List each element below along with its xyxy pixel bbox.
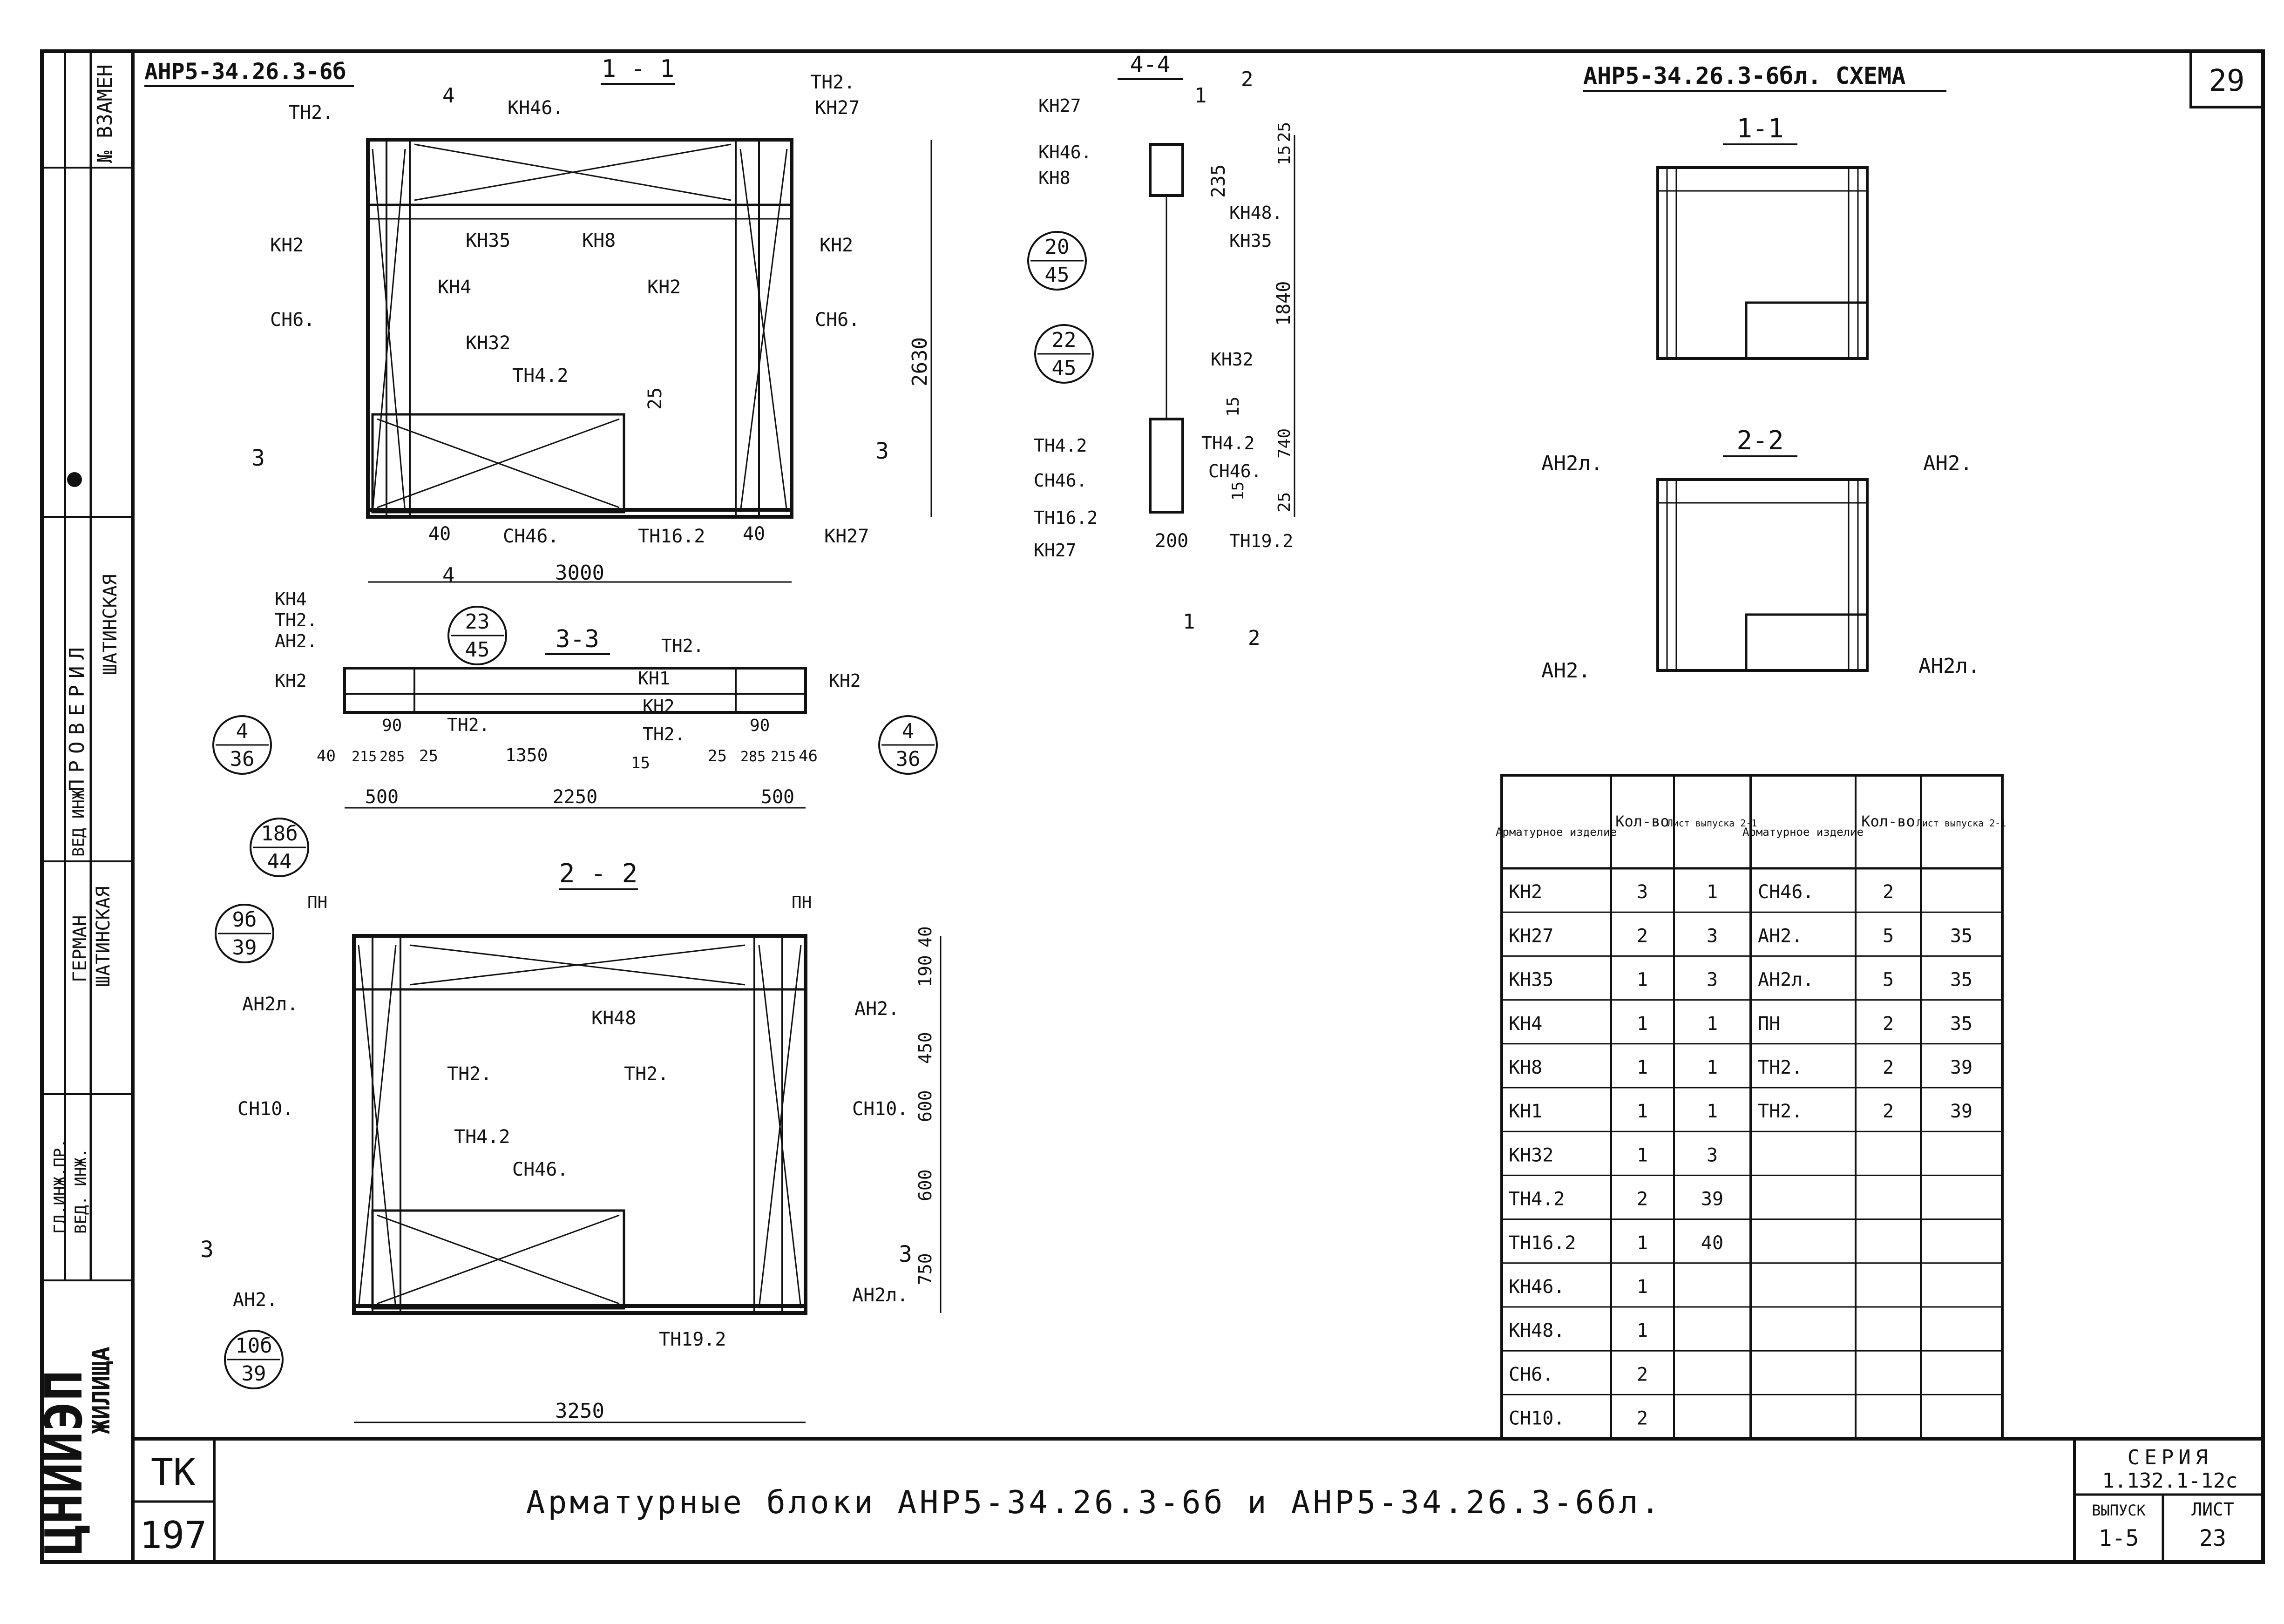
table-cell: 1 [1706, 881, 1718, 903]
table-cell: 39 [1701, 1188, 1724, 1210]
sec44-label: КН46. [1038, 142, 1092, 162]
sidebar-german: ГЕРМАН [69, 915, 91, 982]
table-cell: 2 [1882, 881, 1894, 903]
sec22-label: ТН19.2 [659, 1329, 726, 1350]
table-cell: 2 [1636, 925, 1648, 947]
sec11-label: КН27 [815, 97, 860, 119]
table-cell: КН46. [1509, 1276, 1565, 1298]
table-cell: 35 [1950, 969, 1973, 991]
callout-bot: 36 [230, 747, 255, 771]
sec22-label: АН2. [233, 1289, 278, 1311]
sec44-label: КН32 [1211, 349, 1254, 370]
sec44-label: ТН4.2 [1201, 433, 1255, 453]
sec33-label: КН2 [643, 696, 675, 717]
sec11-label: КН2 [820, 235, 854, 256]
sidebar-shatinskaya2: ШАТИНСКАЯ [93, 886, 114, 987]
sec33-label: КН2 [275, 670, 307, 691]
callout-top: 20 [1044, 235, 1070, 259]
callout-bot: 39 [241, 1362, 266, 1386]
right-block-label: АНР5-34.26.3-6бл. СХЕМА [1583, 62, 1906, 89]
table-cell: КН1 [1509, 1101, 1543, 1123]
table-cell: СН10. [1509, 1407, 1565, 1429]
table-cell: 35 [1950, 925, 1973, 947]
sec44-label: СН46. [1208, 461, 1262, 481]
sec22-label: КН48 [591, 1008, 637, 1029]
table-cell: 39 [1950, 1057, 1973, 1078]
table-cell: ТН2. [1758, 1101, 1803, 1123]
callout-top: 23 [465, 610, 490, 634]
table-cell: 1 [1636, 1013, 1648, 1035]
table-cell: 2 [1882, 1101, 1894, 1123]
table-cell: СН46. [1758, 881, 1814, 903]
page-number: 29 [2209, 64, 2245, 98]
table-cell: 1 [1636, 1276, 1648, 1298]
sec22-label: СН10. [852, 1098, 908, 1120]
sec22-label: ТН2. [447, 1063, 492, 1085]
sidebar-ved-inzh2: ВЕД. ИНЖ. [72, 1148, 90, 1234]
table-cell: 1 [1706, 1057, 1718, 1078]
sec22-cut: 3 [899, 1241, 912, 1267]
sec11-label: КН46. [508, 97, 564, 119]
table-cell: 1 [1706, 1013, 1718, 1035]
sec44-dim: 1840 [1273, 281, 1294, 326]
callout-bot: 45 [1044, 263, 1070, 287]
stamp-tk: ТК [150, 1451, 196, 1494]
table-cell: 1 [1636, 1101, 1648, 1123]
sec44-label: КН27 [1034, 540, 1077, 561]
table-header: Арматурное изделие [1742, 826, 1864, 839]
sec33-dim: 1350 [505, 745, 548, 765]
sec22-label: ПН [307, 893, 328, 912]
sidebar-no-vzamen: № ВЗАМЕН [93, 64, 117, 163]
scheme-label: АН2л. [1541, 452, 1603, 475]
sec33-dim: 215 [352, 749, 377, 765]
table-header: Кол-во [1615, 812, 1669, 830]
sec33-dim: 285 [740, 749, 766, 765]
sec11-label: КН27 [824, 526, 869, 547]
sec33-dim: 500 [365, 786, 399, 808]
sec33-dim: 2250 [552, 786, 598, 808]
issue-label: ВЫПУСК [2092, 1502, 2146, 1519]
table-cell: 1 [1636, 969, 1648, 991]
sec11-label: ТН2. [810, 72, 855, 93]
sidebar-org: ЦНИИЭП [34, 1370, 94, 1555]
sec44-dim: 15 [1224, 396, 1243, 417]
left-block-label: АНР5-34.26.3-6б [144, 59, 346, 85]
table-cell: ТН4.2 [1509, 1188, 1565, 1210]
sec44-dim: 200 [1155, 530, 1189, 552]
sec22-dim: 750 [915, 1253, 935, 1285]
callout-bot: 44 [267, 850, 292, 873]
table-cell: КН27 [1509, 925, 1554, 947]
sec22-dim-total: 3250 [555, 1399, 604, 1423]
table-cell: АН2. [1758, 925, 1803, 947]
table-header: Арматурное изделие [1495, 826, 1617, 839]
sec11-label: ТН4.2 [512, 365, 569, 386]
sec44-label: КН35 [1229, 230, 1272, 251]
sec22-label: ТН4.2 [454, 1126, 510, 1148]
table-header: Лист выпуска 2-1 [1916, 818, 2006, 829]
list-value: 23 [2199, 1525, 2226, 1551]
sheet-title: Арматурные блоки АНР5-34.26.3-6б и АНР5-34.26.3-6бл. [526, 1484, 1663, 1521]
sec44-label: ТН4.2 [1034, 435, 1087, 456]
table-cell: 39 [1950, 1101, 1973, 1123]
sec44-cut1: 1 [1183, 610, 1195, 634]
sec11-title: 1 - 1 [601, 55, 675, 83]
issue-value: 1-5 [2098, 1525, 2139, 1551]
callout-bot: 45 [1051, 356, 1077, 380]
sec33-label: КН1 [638, 668, 670, 689]
sec44-label: КН48. [1229, 203, 1283, 223]
sec33-dim: 90 [750, 716, 770, 735]
table-cell: 1 [1636, 1232, 1648, 1254]
series-value: 1.132.1-12с [2102, 1469, 2238, 1493]
sec11-cut: 3 [251, 445, 265, 471]
sec44-dim: 235 [1208, 164, 1229, 198]
callout-bot: 39 [232, 936, 257, 960]
stamp-number: 197 [139, 1514, 207, 1557]
table-cell: КН48. [1509, 1320, 1565, 1342]
sec11-label: ТН2. [289, 102, 334, 123]
sec44-dim: 15 [1275, 145, 1294, 165]
table-cell: АН2л. [1758, 969, 1814, 991]
sec33-label: ТН2. [643, 724, 685, 744]
sec22-dim: 600 [915, 1169, 935, 1201]
table-cell: КН32 [1509, 1144, 1554, 1166]
table-cell: КН2 [1509, 881, 1543, 903]
sec11-dim: 25 [644, 387, 666, 410]
table-header: Кол-во [1861, 812, 1915, 830]
table-cell: КН8 [1509, 1057, 1543, 1078]
table-cell: 2 [1636, 1188, 1648, 1210]
callout-top: 10б [235, 1334, 272, 1358]
sec33-dim: 215 [771, 749, 796, 765]
sec44-cut2: 2 [1248, 626, 1261, 650]
sec22-label: АН2л. [852, 1285, 908, 1306]
sidebar-ved-inzh: ВЕД ИНЖ [69, 790, 88, 857]
table-cell: 2 [1882, 1013, 1894, 1035]
sec22-label: АН2л. [242, 994, 298, 1015]
sec22-dim: 600 [915, 1090, 935, 1122]
sec33-dim: 500 [760, 786, 795, 808]
callout-bot: 36 [895, 747, 921, 771]
sec11-label: КН8 [582, 230, 616, 251]
table-cell: 1 [1636, 1320, 1648, 1342]
sec22-label: ПН [792, 893, 812, 912]
sec33-label: КН2 [829, 670, 861, 691]
callout-top: 22 [1051, 328, 1077, 352]
sidebar-gl-inzh-pr: ГЛ.ИНЖ.ПР. [51, 1138, 69, 1234]
sec22-label: АН2. [854, 998, 900, 1020]
table-cell: 3 [1706, 969, 1718, 991]
sec44-label: СН46. [1034, 470, 1087, 491]
sec33-dim: 90 [382, 716, 402, 735]
table-cell: ТН16.2 [1509, 1232, 1576, 1254]
sidebar-zhilishcha: ЖИЛИЩА [88, 1347, 115, 1434]
table-cell: 3 [1706, 925, 1718, 947]
sec11-dim: 2630 [908, 337, 932, 386]
sec22-dim: 190 [915, 955, 935, 987]
sec44-label: ТН16.2 [1034, 508, 1098, 528]
scheme-label: АН2л. [1918, 654, 1980, 678]
sec11-label: КН35 [466, 230, 511, 251]
callout-bot: 45 [465, 638, 490, 662]
sec44-label: КН8 [1038, 168, 1071, 188]
sec11-label: СН46. [503, 526, 559, 547]
sec22-cut: 3 [200, 1237, 214, 1263]
sec11-cut: 3 [875, 438, 889, 464]
sec22-title: 2 - 2 [559, 859, 638, 889]
table-cell: СН6. [1509, 1364, 1554, 1386]
sec44-cut2: 2 [1241, 68, 1254, 91]
sidebar-proveril: ПРОВЕРИЛ [65, 641, 89, 792]
table-cell: 1 [1636, 1057, 1648, 1078]
table-cell: КН4 [1509, 1013, 1543, 1035]
sec11-dim: 40 [743, 523, 766, 545]
sec44-dim: 740 [1275, 428, 1294, 459]
sec33-label: ТН2. [661, 636, 704, 656]
sec22-label: СН10. [237, 1098, 294, 1120]
sec44-dim: 25 [1275, 492, 1294, 512]
table-cell: 3 [1706, 1144, 1718, 1166]
sec33-dim: 25 [419, 747, 438, 765]
sec33-dim: 46 [799, 747, 818, 765]
sec11-label: КН32 [466, 332, 511, 354]
table-cell: 2 [1636, 1364, 1648, 1386]
list-label: ЛИСТ [2191, 1499, 2234, 1520]
right-sec11-title: 1-1 [1736, 114, 1784, 144]
table-header: Лист выпуска 2-1 [1667, 818, 1757, 829]
sec44-dim: 15 [1229, 481, 1247, 501]
table-cell: КН35 [1509, 969, 1554, 991]
sec11-label: СН6. [815, 309, 860, 331]
sec33-label: ТН2. [447, 715, 490, 735]
sec44-title: 4-4 [1130, 52, 1171, 78]
sec33-label: КН4 [275, 589, 307, 609]
sec33-dim: 285 [380, 749, 405, 765]
sec33-title: 3-3 [556, 625, 599, 653]
series-label: СЕРИЯ [2127, 1446, 2213, 1469]
sec44-dim: 25 [1275, 122, 1294, 142]
sec44-label: ТН19.2 [1229, 531, 1294, 551]
sec11-dim: 3000 [555, 561, 604, 585]
sec33-label: АН2. [275, 631, 318, 651]
sec33-dim: 15 [631, 754, 650, 772]
sec11-label: СН6. [270, 309, 315, 331]
sec22-dim: 450 [915, 1032, 935, 1064]
sec11-label: КН2 [647, 277, 681, 298]
callout-top: 9б [232, 908, 257, 932]
table-cell: 35 [1950, 1013, 1973, 1035]
table-cell: 2 [1882, 1057, 1894, 1078]
sec11-dim: 40 [428, 523, 451, 545]
sec33-dim: 25 [708, 747, 727, 765]
sec33-dim: 40 [317, 747, 336, 765]
sec22-dim: 40 [915, 926, 935, 947]
table-cell: 5 [1882, 925, 1894, 947]
sec22-label: СН46. [512, 1159, 569, 1180]
right-sec22-title: 2-2 [1736, 426, 1784, 456]
callout-top: 4 [236, 719, 249, 743]
table-cell: 1 [1706, 1101, 1718, 1123]
table-cell: 1 [1636, 1144, 1648, 1166]
table-cell: 5 [1882, 969, 1894, 991]
callout-top: 4 [901, 719, 915, 743]
table-cell: 3 [1636, 881, 1648, 903]
sec11-label: КН4 [438, 277, 472, 298]
sec11-label: ТН16.2 [638, 526, 705, 547]
sec44-cut1: 1 [1194, 84, 1207, 108]
sec11-cut: 4 [442, 84, 455, 108]
scheme-label: АН2. [1923, 452, 1972, 475]
table-cell: ПН [1758, 1013, 1781, 1035]
callout-top: 18б [261, 822, 298, 846]
sec44-label: КН27 [1038, 95, 1081, 116]
table-cell: 40 [1701, 1232, 1724, 1254]
sidebar-shatinskaya1: ШАТИНСКАЯ [100, 574, 121, 675]
scheme-label: АН2. [1541, 659, 1591, 683]
table-cell: 2 [1636, 1407, 1648, 1429]
sec11-label: КН2 [270, 235, 304, 256]
sec22-label: ТН2. [624, 1063, 669, 1085]
sec11-cut: 4 [442, 563, 455, 587]
sec33-label: ТН2. [275, 610, 318, 630]
table-cell: ТН2. [1758, 1057, 1803, 1078]
